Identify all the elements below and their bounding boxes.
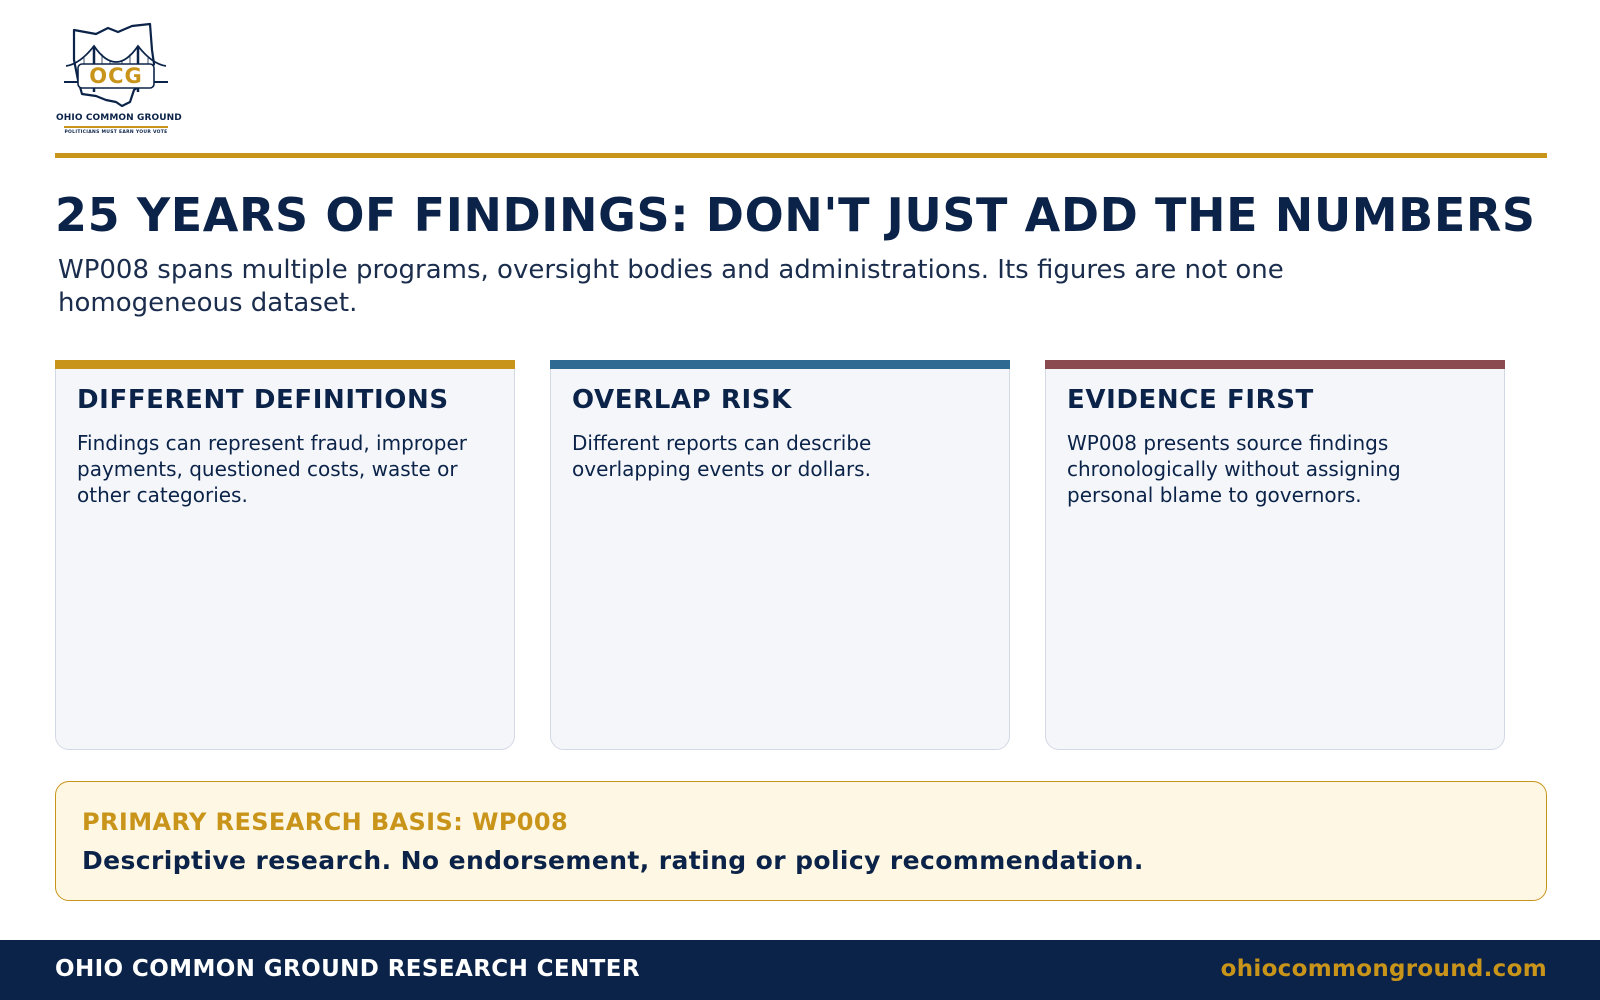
card-title: DIFFERENT DEFINITIONS [77, 385, 449, 415]
card-accent-bar [550, 360, 1010, 369]
logo-initials: OCG [89, 64, 143, 88]
card-accent-bar [55, 360, 515, 369]
card-accent-bar [1045, 360, 1505, 369]
logo-divider [64, 126, 168, 128]
card-evidence-first [1045, 360, 1505, 750]
card-body: WP008 presents source findings chronologically without assigning personal blame to governors. [1067, 431, 1401, 507]
header-divider [55, 153, 1547, 158]
page-title: 25 YEARS OF FINDINGS: DON'T JUST ADD THE NUMBERS [55, 188, 1536, 242]
card-body: Findings can represent fraud, improper payments, questioned costs, waste or other categories. [77, 431, 468, 507]
footer-website-link[interactable]: ohiocommonground.com [1220, 956, 1547, 982]
card-title: EVIDENCE FIRST [1067, 385, 1314, 415]
ocg-logo [56, 20, 182, 140]
card-different-definitions [55, 360, 515, 750]
page-subtitle: WP008 spans multiple programs, oversight bodies and administrations. Its figures are not one homogeneous dataset. [58, 255, 1284, 318]
basis-text: Descriptive research. No endorsement, rating or policy recommendation. [82, 846, 1144, 875]
card-overlap-risk [550, 360, 1010, 750]
card-body: Different reports can describe overlapping events or dollars. [572, 431, 872, 481]
logo-tagline: POLITICIANS MUST EARN YOUR VOTE [64, 130, 168, 135]
footer-org: OHIO COMMON GROUND RESEARCH CENTER [55, 956, 640, 982]
logo-name: OHIO COMMON GROUND [56, 113, 182, 123]
footer [0, 940, 1600, 1000]
card-title: OVERLAP RISK [572, 385, 792, 415]
basis-title: PRIMARY RESEARCH BASIS: WP008 [82, 808, 569, 836]
research-basis-callout [55, 781, 1547, 901]
